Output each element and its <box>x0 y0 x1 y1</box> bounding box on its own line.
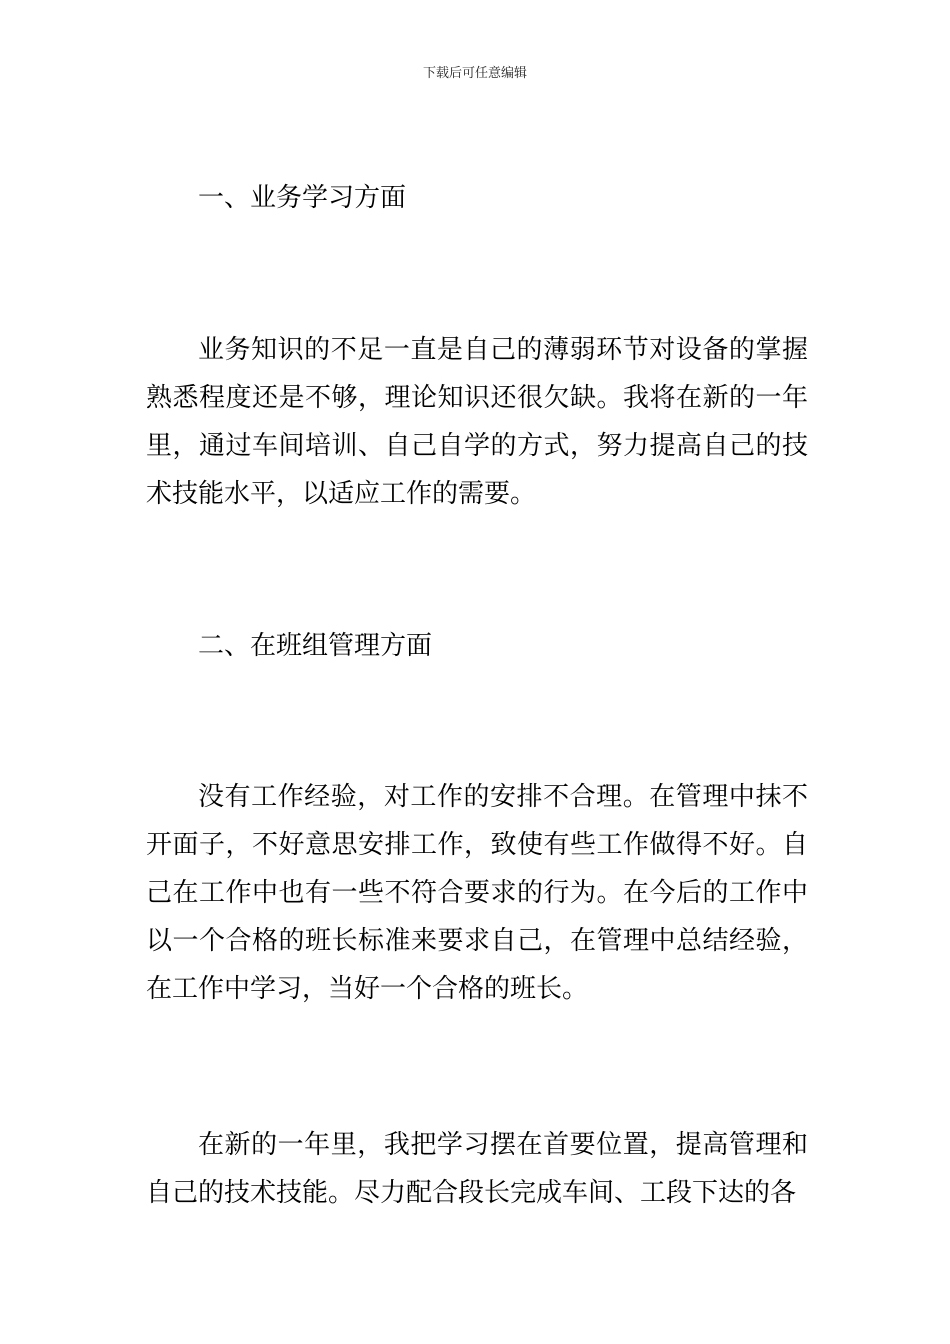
section-heading-team-management: 二、在班组管理方面 <box>198 631 433 661</box>
section-heading-business-learning: 一、业务学习方面 <box>198 183 407 213</box>
paragraph-business-knowledge: 业务知识的不足一直是自己的薄弱环节对设备的掌握熟悉程度还是不够，理论知识还很欠缺。我将在新的一年里，通过车间培训、自己自学的方式，努力提高自己的技术技能水平，以适应工作的需要。 <box>146 335 808 509</box>
paragraph-team-management: 没有工作经验，对工作的安排不合理。在管理中抹不开面子，不好意思安排工作，致使有些工作做得不好。自己在工作中也有一些不符合要求的行为。在今后的工作中以一个合格的班长标准来要求自己，在管理中总结经验，在工作中学习，当好一个合格的班长。 <box>146 782 808 1004</box>
page-header-note: 下载后可任意编辑 <box>422 66 527 81</box>
paragraph-new-year-plan: 在新的一年里，我把学习摆在首要位置，提高管理和自己的技术技能。尽力配合段长完成车间、工段下达的各 <box>146 1130 808 1208</box>
